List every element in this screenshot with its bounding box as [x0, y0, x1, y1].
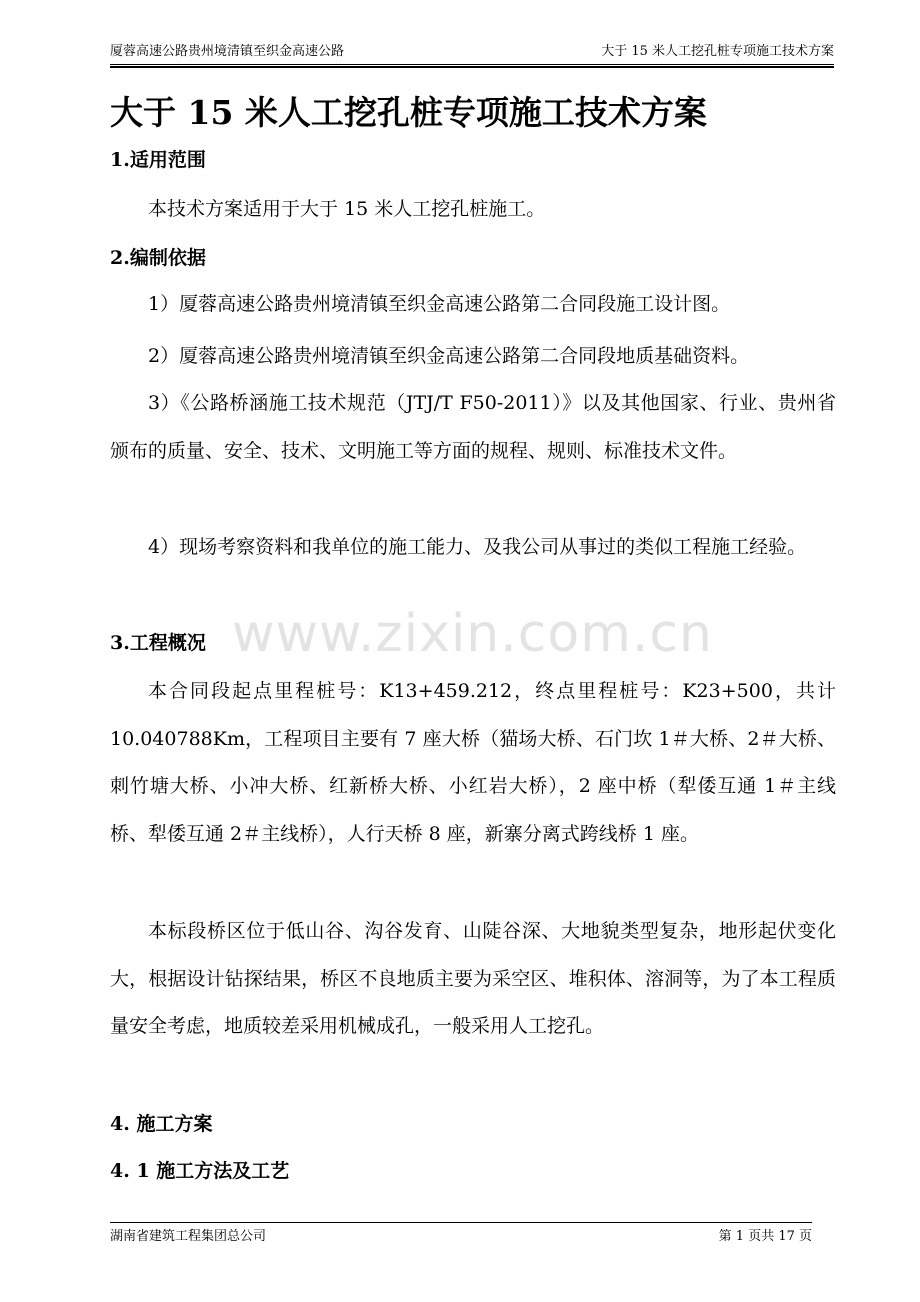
- header-rule: [110, 66, 834, 68]
- section-2-item-3: 3）《公路桥涵施工技术规范（JTJ/T F50-2011）》以及其他国家、行业、贵州省颁布的质量、安全、技术、文明施工等方面的规程、规则、标准技术文件。: [110, 392, 836, 462]
- header-document-title: 大于 15 米人工挖孔桩专项施工技术方案: [601, 44, 834, 59]
- section-3-heading: 3.工程概况: [110, 632, 206, 654]
- section-4-heading: 4. 施工方案: [110, 1113, 213, 1135]
- section-2-heading: 2.编制依据: [110, 247, 206, 269]
- document-title: 大于 15 米人工挖孔桩专项施工技术方案: [110, 93, 707, 132]
- page-header: [110, 40, 834, 65]
- section-4-1-heading: 4. 1 施工方法及工艺: [110, 1160, 290, 1182]
- section-1-heading: 1.适用范围: [110, 149, 206, 171]
- footer-company-name: 湖南省建筑工程集团总公司: [110, 1229, 267, 1244]
- section-2-item-4: 4）现场考察资料和我单位的施工能力、及我公司从事过的类似工程施工经验。: [148, 536, 807, 558]
- section-2-item-1: 1）厦蓉高速公路贵州境清镇至织金高速公路第二合同段施工设计图。: [148, 293, 731, 315]
- section-2-item-2: 2）厦蓉高速公路贵州境清镇至织金高速公路第二合同段地质基础资料。: [148, 345, 750, 367]
- page-footer: [110, 1222, 812, 1245]
- section-1-paragraph: 本技术方案适用于大于 15 米人工挖孔桩施工。: [148, 198, 546, 220]
- footer-page-number: 第 1 页共 17 页: [718, 1229, 812, 1244]
- header-project-name: 厦蓉高速公路贵州境清镇至织金高速公路: [110, 44, 345, 59]
- section-3-paragraph-1: 本合同段起点里程桩号：K13+459.212，终点里程桩号：K23+500，共计10.040788Km，工程项目主要有 7 座大桥（猫场大桥、石门坎 1＃大桥、2＃大桥、刺竹塘大桥、小冲大桥、红新桥大桥、小红岩大桥），2 座中桥（犁倭互通 1＃主线桥、犁倭互通 2＃主线桥），人行天桥 8 座，新寨分离式跨线桥 1 座。: [110, 680, 836, 845]
- watermark: www.zixin.com.cn: [232, 604, 713, 664]
- section-3-paragraph-2: 本标段桥区位于低山谷、沟谷发育、山陡谷深、大地貌类型复杂，地形起伏变化大，根据设计钻探结果，桥区不良地质主要为采空区、堆积体、溶洞等，为了本工程质量安全考虑，地质较差采用机械成孔，一般采用人工挖孔。: [110, 920, 836, 1037]
